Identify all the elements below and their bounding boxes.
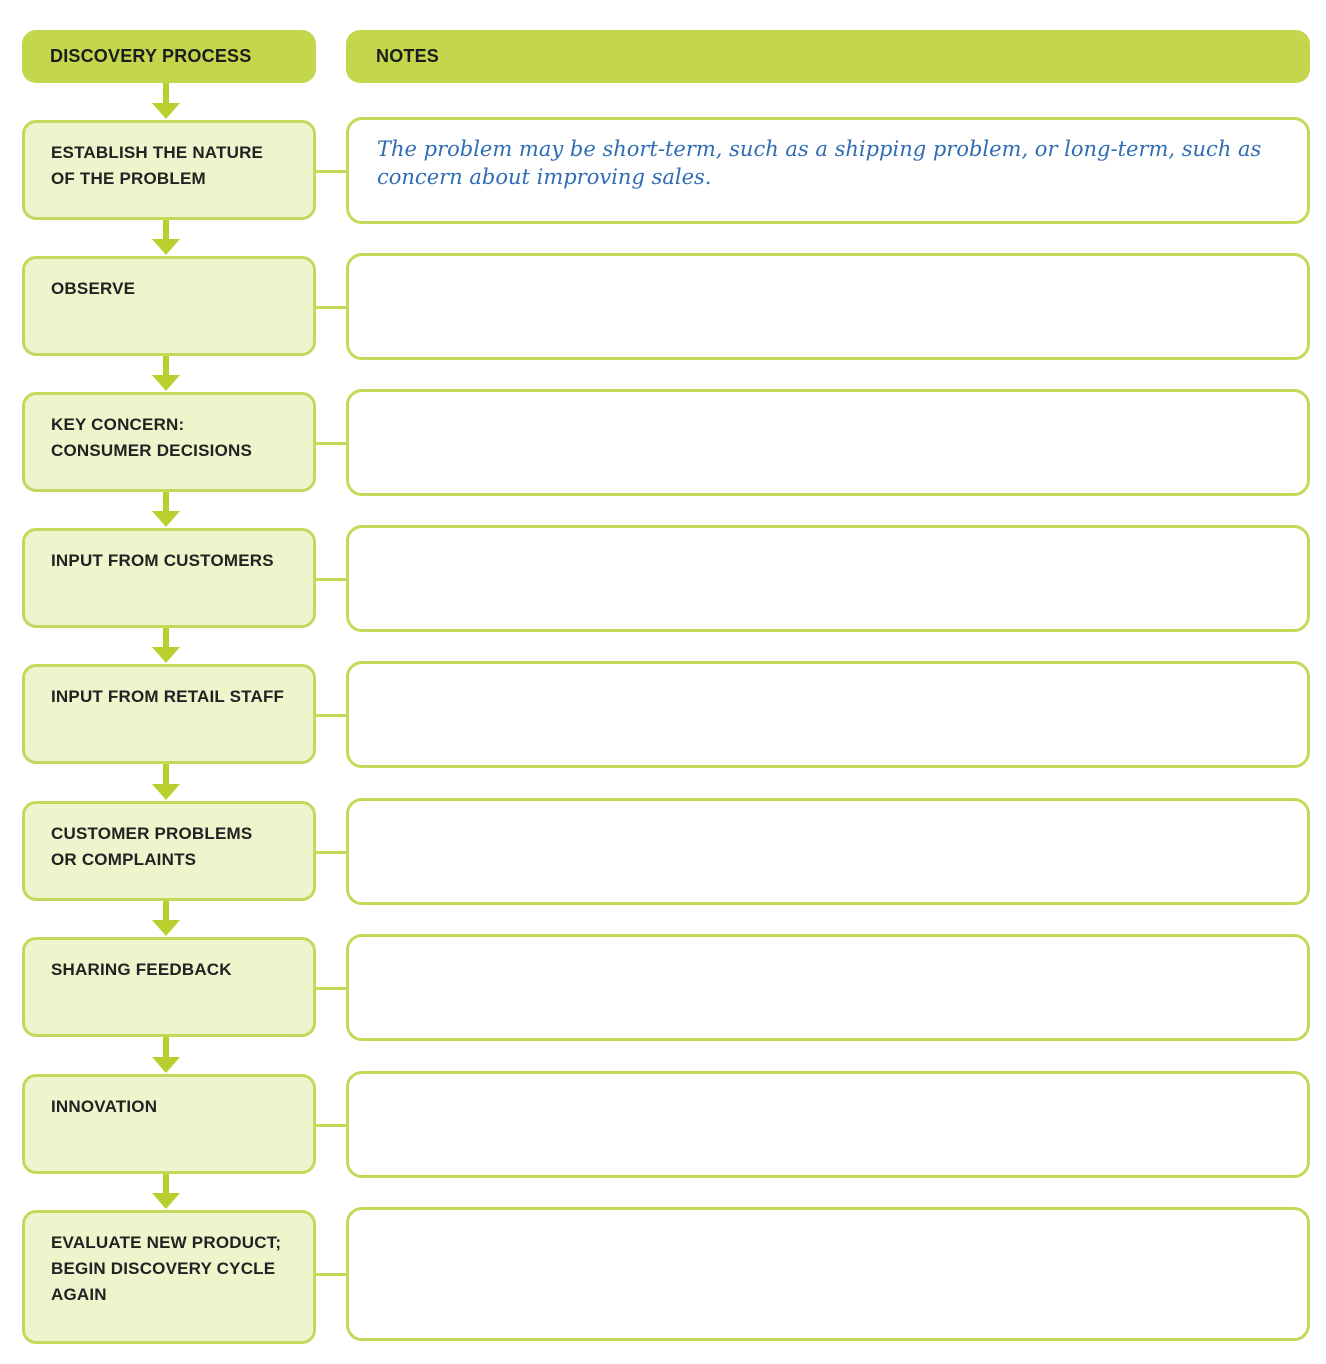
step-box-sharing-feedback bbox=[22, 937, 316, 1037]
step-box-customer-problems bbox=[22, 801, 316, 901]
note-field-input-from-customers[interactable] bbox=[346, 525, 1310, 632]
note-field-observe[interactable] bbox=[346, 253, 1310, 360]
note-field-establish-the-nature[interactable] bbox=[346, 117, 1310, 224]
step-label: CUSTOMER PROBLEMS OR COMPLAINTS bbox=[51, 824, 253, 869]
flow-arrow-head bbox=[152, 1057, 180, 1073]
flow-arrow-head bbox=[152, 920, 180, 936]
step-label: INNOVATION bbox=[51, 1097, 158, 1116]
step-box-observe bbox=[22, 256, 316, 356]
step-label: EVALUATE NEW PRODUCT; BEGIN DISCOVERY CYCLE AGAIN bbox=[51, 1233, 282, 1304]
step-note-connector bbox=[316, 306, 346, 309]
note-field-key-concern[interactable] bbox=[346, 389, 1310, 496]
step-note-connector bbox=[316, 714, 346, 717]
step-box-input-from-retail-staff bbox=[22, 664, 316, 764]
discovery-process-header: DISCOVERY PROCESS bbox=[22, 30, 316, 83]
flow-arrow-head bbox=[152, 103, 180, 119]
step-note-connector bbox=[316, 1124, 346, 1127]
step-label: KEY CONCERN: CONSUMER DECISIONS bbox=[51, 415, 253, 460]
step-box-innovation bbox=[22, 1074, 316, 1174]
step-box-input-from-customers bbox=[22, 528, 316, 628]
flow-arrow-head bbox=[152, 239, 180, 255]
step-note-connector bbox=[316, 987, 346, 990]
step-note-connector bbox=[316, 442, 346, 445]
flow-arrow-head bbox=[152, 647, 180, 663]
step-label: SHARING FEEDBACK bbox=[51, 960, 232, 979]
step-note-connector bbox=[316, 851, 346, 854]
step-label: ESTABLISH THE NATURE OF THE PROBLEM bbox=[51, 143, 264, 188]
note-field-sharing-feedback[interactable] bbox=[346, 934, 1310, 1041]
note-text: The problem may be short-term, such as a shipping problem, or long-term, such as concern about improving sales. bbox=[377, 137, 1262, 189]
step-note-connector bbox=[316, 1273, 346, 1276]
flow-arrow-head bbox=[152, 784, 180, 800]
step-label: INPUT FROM CUSTOMERS bbox=[51, 551, 274, 570]
notes-header: NOTES bbox=[346, 30, 1310, 83]
step-box-key-concern bbox=[22, 392, 316, 492]
flow-arrow-head bbox=[152, 511, 180, 527]
step-label: OBSERVE bbox=[51, 279, 136, 298]
note-field-customer-problems[interactable] bbox=[346, 798, 1310, 905]
flow-arrow-head bbox=[152, 375, 180, 391]
step-label: INPUT FROM RETAIL STAFF bbox=[51, 687, 285, 706]
step-box-evaluate-new-product bbox=[22, 1210, 316, 1344]
note-field-innovation[interactable] bbox=[346, 1071, 1310, 1178]
step-box-establish-the-nature bbox=[22, 120, 316, 220]
flow-arrow-head bbox=[152, 1193, 180, 1209]
note-field-input-from-retail-staff[interactable] bbox=[346, 661, 1310, 768]
note-field-evaluate-new-product[interactable] bbox=[346, 1207, 1310, 1341]
step-note-connector bbox=[316, 170, 346, 173]
step-note-connector bbox=[316, 578, 346, 581]
